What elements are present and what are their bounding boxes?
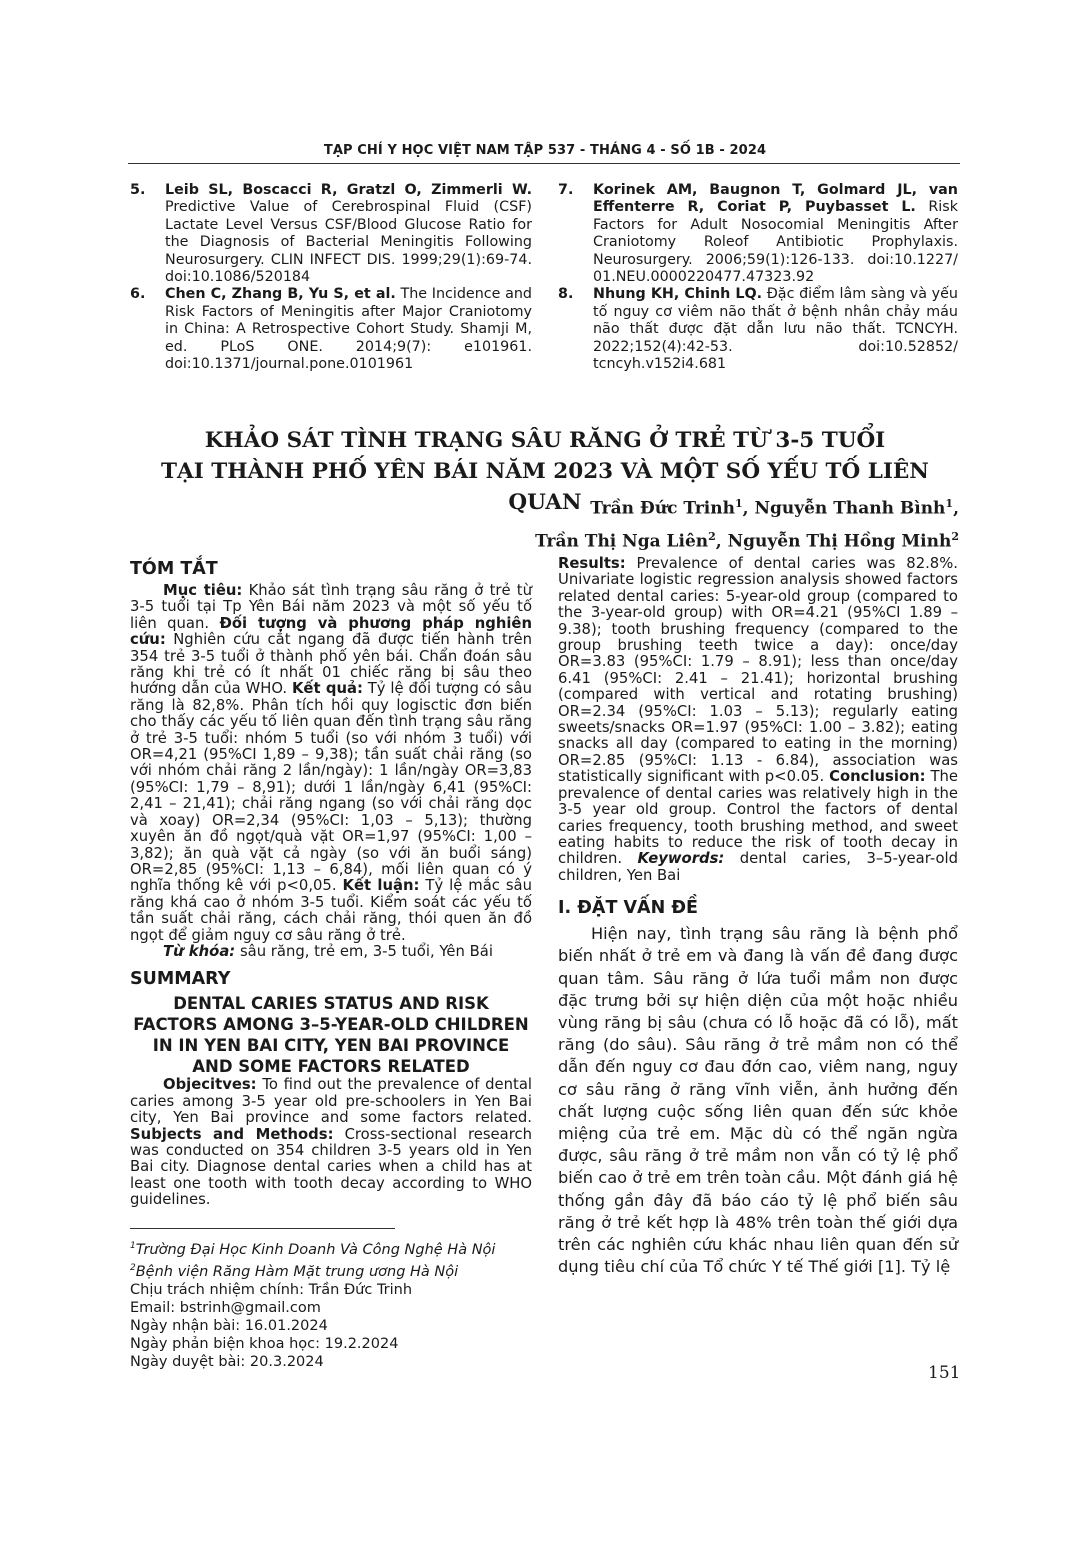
- footnote-responsible: Chịu trách nhiệm chính: Trần Đức Trinh: [130, 1281, 413, 1298]
- article-title-line-2: TẠI THÀNH PHỐ YÊN BÁI NĂM 2023 VÀ MỘT SỐ YẾU TỐ LIÊN QUAN: [161, 459, 929, 515]
- footnote-email: Email: bstrinh@gmail.com: [130, 1299, 321, 1316]
- reference-number: 7.: [558, 182, 574, 198]
- label-objectives: Objecitves:: [163, 1076, 257, 1094]
- author-affiliation-mark: 1: [734, 497, 743, 510]
- text-muc-tieu: Khảo sát tình trạng sâu răng ở trẻ từ 3-5 tuổi tại Tp Yên Bái năm 2023 và một số yếu tố liên quan.: [130, 582, 532, 632]
- label-doi-tuong: Đối tượng và phương pháp nghiên cứu:: [130, 614, 532, 649]
- label-results: Results:: [558, 555, 626, 572]
- footnote-received: Ngày nhận bài: 16.01.2024: [130, 1318, 328, 1335]
- right-column: [558, 556, 958, 1278]
- text-ket-qua: Tỷ lệ đối tượng có sâu răng là 82,8%. Phân tích hồi quy logisctic đơn biến cho thấy các yếu tố liên quan đến tình trạng sâu răng ở trẻ 3-5 tuổi: nhóm 5 tuổi (so với nhóm 3 tuổi) với OR=4,21 (95%CI 1,89 – 9,38); tần suất chải răng (so với nhóm chải răng 2 lần/ngày): 1 lần/ngày OR=3,83 (95%CI: 1,79 – 8,91); dưới 1 lần/ngày 6,41 (95%CI: 2,41 – 21,41); chải răng ngang (so với chải răng dọc và xoay) OR=2,34 (95%CI: 1,03 – 5,13); thường xuyên ăn đồ ngọt/quà vặt OR=1,97 (95%CI: 1,00 – 3,82); ăn quà vặt cả ngày (so với ăn buổi sáng) OR=2,85 (95%CI: 1,13 – 6,84), mối liên quan có ý nghĩa thống kê với p<0,05.: [130, 680, 532, 895]
- author-affiliation-mark: 2: [708, 529, 716, 543]
- reference-number: 8.: [558, 286, 574, 303]
- reference-text: [593, 286, 958, 373]
- reference-details: The Incidence and Risk Factors of Meningitis after Major Craniotomy in China: A Retrospective Cohort Study. Shamji M, ed. PLoS ONE. 2014;9(7): e101961. doi:10.1371/journal.pone.0101961: [165, 286, 532, 373]
- journal-header: TẠP CHÍ Y HỌC VIỆT NAM TẬP 537 - THÁNG 4 - SỐ 1B - 2024: [323, 143, 767, 158]
- text-doi-tuong: Nghiên cứu cắt ngang đã được tiến hành trên 354 trẻ 3-5 tuổi ở thành phố yên bái. Chẩn đoán sâu răng khi trẻ có ít nhất 01 chiếc răng bị sâu theo hướng dẫn của WHO.: [130, 631, 532, 698]
- reference-authors: Nhung KH, Chinh LQ.: [593, 286, 763, 303]
- text-keywords: dental caries, 3–5-year-old children, Yen Bai: [558, 850, 958, 884]
- introduction-body: Hiện nay, tình trạng sâu răng là bệnh phổ biến nhất ở trẻ em và đang là vấn đề đang được quan tâm. Sâu răng ở lứa tuổi mầm non được đặc trưng bởi sự hiện diện của một hoặc nhiều vùng răng bị sâu (chưa có lỗ hoặc đã có lỗ), mất răng (do sâu). Sâu răng ở trẻ mầm non có thể dẫn đến nguy cơ đau đớn cao, viêm nang, nguy cơ sâu răng ở răng vĩnh viễn, ảnh hưởng đến chất lượng cuộc sống liên quan đến sức khỏe miệng của trẻ em. Mặc dù có thể ngăn ngừa được, sâu răng ở trẻ mầm non vẫn có tỷ lệ phổ biến cao ở trẻ em trên toàn cầu. Một đánh giá hệ thống gần đây đã báo cáo tỷ lệ phổ biến sâu răng ở trẻ kết hợp là 48% trên toàn thế giới dựa trên các nghiên cứu khác nhau liên quan đến sử dụng tiêu chí của Tổ chức Y tế Thế giới [1]. Tỷ lệ: [558, 924, 958, 1277]
- reference-details: Predictive Value of Cerebrospinal Fluid (CSF) Lactate Level Versus CSF/Blood Glucose Ratio for the Diagnosis of Bacterial Meningitis Following Neurosurgery. CLIN INFECT DIS. 1999;29(1):69-74. doi:10.1086/520184: [165, 199, 532, 286]
- reference-details: Risk Factors for Adult Nosocomial Meningitis After Craniotomy Roleof Antibiotic Prophylaxis. Neurosurgery. 2006;59(1):126-133. doi:10.1227/ 01.NEU.0000220477.47323.92: [593, 199, 959, 286]
- author-name: Trần Thị Nga Liên: [535, 531, 709, 552]
- references-left: [130, 182, 532, 373]
- author-list: [535, 490, 959, 555]
- left-column: [130, 558, 532, 1372]
- footnotes: [130, 1237, 532, 1372]
- reference-text: [165, 286, 532, 373]
- author-affiliation-mark: 1: [945, 497, 954, 510]
- reference-number: 5.: [130, 182, 146, 198]
- references-right: [558, 182, 958, 373]
- text-subjects-methods: Cross-sectional research was conducted on 354 children 3-5 years old in Yen Bai city. Diagnose dental caries when a child has at least one tooth with tooth decay according to WHO guidelines.: [130, 1125, 533, 1209]
- label-ket-qua: Kết quả:: [291, 680, 363, 698]
- reference-text: [593, 182, 958, 286]
- footnote-divider: [130, 1228, 395, 1229]
- text-ket-luan: Tỷ lệ mắc sâu răng khá cao ở nhóm 3-5 tuổi. Kiểm soát các yếu tố tần suất chải răng, cách chải răng, thói quen ăn đồ ngọt để giảm nguy cơ sâu răng ở trẻ.: [130, 877, 532, 944]
- abstract-en-body-start: [130, 1077, 532, 1208]
- author-separator: ,: [953, 498, 959, 519]
- abstract-en-heading: SUMMARY: [130, 969, 231, 990]
- abstract-vi-keywords: [130, 944, 532, 960]
- introduction-heading: I. ĐẶT VẤN ĐỀ: [558, 898, 698, 919]
- author-separator: ,: [715, 531, 728, 552]
- author-affiliation-mark: 2: [951, 529, 959, 543]
- abstract-vi-heading: TÓM TẮT: [130, 559, 218, 579]
- author-name: Trần Đức Trinh: [590, 498, 735, 519]
- label-muc-tieu: Mục tiêu:: [163, 582, 243, 599]
- footnote-affiliation-1: $^1$Trường Đại Học Kinh Doanh Và Công Nghệ Hà Nội: [130, 1240, 496, 1258]
- author-line-1: [535, 490, 959, 523]
- reference-item: [130, 286, 532, 373]
- reference-details: Đặc điểm lâm sàng và yếu tố nguy cơ viêm não thất ở bệnh nhân chảy máu não thất được đặt dẫn lưu não thất. TCNCYH. 2022;152(4):42-53. doi:10.52852/ tcncyh.v152i4.681: [593, 286, 958, 373]
- abstract-vi-body: [130, 583, 532, 944]
- label-ket-luan: Kết luận:: [342, 877, 420, 895]
- reference-authors: Leib SL, Boscacci R, Gratzl O, Zimmerli W.: [165, 182, 532, 198]
- text-tu-khoa: sâu răng, trẻ em, 3-5 tuổi, Yên Bái: [235, 942, 493, 960]
- reference-item: [558, 182, 958, 286]
- footnote-reviewed: Ngày phản biện khoa học: 19.2.2024: [130, 1336, 399, 1353]
- footnote-accepted: Ngày duyệt bài: 20.3.2024: [130, 1354, 324, 1371]
- reference-authors: Chen C, Zhang B, Yu S, et al.: [165, 286, 396, 303]
- text-conclusion: The prevalence of dental caries was relatively high in the 3-5 year old group. Control the factors of dental caries frequency, tooth brushing method, and sweet eating habits to reduce the risk of tooth decay in children.: [558, 768, 958, 868]
- label-keywords: Keywords:: [637, 850, 725, 868]
- page-number: 151: [928, 1363, 961, 1383]
- text-results: Prevalence of dental caries was 82.8%. Univariate logistic regression analysis showed factors related dental caries: 5-year-old group (compared to the 3-year-old group) with OR=4.21 (95%CI 1.89 – 9.38); tooth brushing frequency (compared to the group brushing teeth twice a day): once/day OR=3.83 (95%CI: 1.79 – 8.91); less than once/day 6.41 (95%CI: 2.41 – 21.41); horizontal brushing (compared with vertical and rotating brushing) OR=2.34 (95%CI: 1.03 – 5.13); regularly eating sweets/snacks OR=1.97 (95%CI: 1.00 – 3.82); eating snacks all day (compared to eating in the morning) OR=2.85 (95%CI: 1.13 - 6.84), association was statistically significant with p<0.05.: [558, 555, 958, 786]
- author-name: Nguyễn Thị Hồng Minh: [727, 531, 952, 552]
- label-subjects-methods: Subjects and Methods:: [130, 1125, 334, 1143]
- author-separator: ,: [742, 498, 755, 519]
- abstract-en-body-cont: [558, 556, 958, 884]
- reference-text: [165, 182, 532, 286]
- abstract-en-title: DENTAL CARIES STATUS AND RISK FACTORS AMONG 3–5-YEAR-OLD CHILDREN IN IN YEN BAI CITY, YEN BAI PROVINCE AND SOME FACTORS RELATED: [133, 994, 529, 1077]
- author-name: Nguyễn Thanh Bình: [754, 498, 946, 519]
- reference-number: 6.: [130, 286, 146, 303]
- reference-item: [130, 182, 532, 286]
- footnote-affiliation-2: $^2$Bệnh viện Răng Hàm Mặt trung ương Hà Nội: [130, 1262, 459, 1280]
- author-line-2: [535, 523, 959, 556]
- label-tu-khoa: Từ khóa:: [163, 942, 236, 960]
- header-divider: [128, 163, 960, 164]
- text-objectives: To find out the prevalence of dental caries among 3-5 year old pre-schoolers in Yen Bai city, Yen Bai province and some factors related.: [130, 1076, 532, 1127]
- reference-authors: Korinek AM, Baugnon T, Golmard JL, van Effenterre R, Coriat P, Puybasset L.: [593, 182, 958, 216]
- article-title-line-1: KHẢO SÁT TÌNH TRẠNG SÂU RĂNG Ở TRẺ TỪ 3-5 TUỔI: [204, 428, 886, 453]
- label-conclusion: Conclusion:: [829, 768, 926, 786]
- reference-item: [558, 286, 958, 373]
